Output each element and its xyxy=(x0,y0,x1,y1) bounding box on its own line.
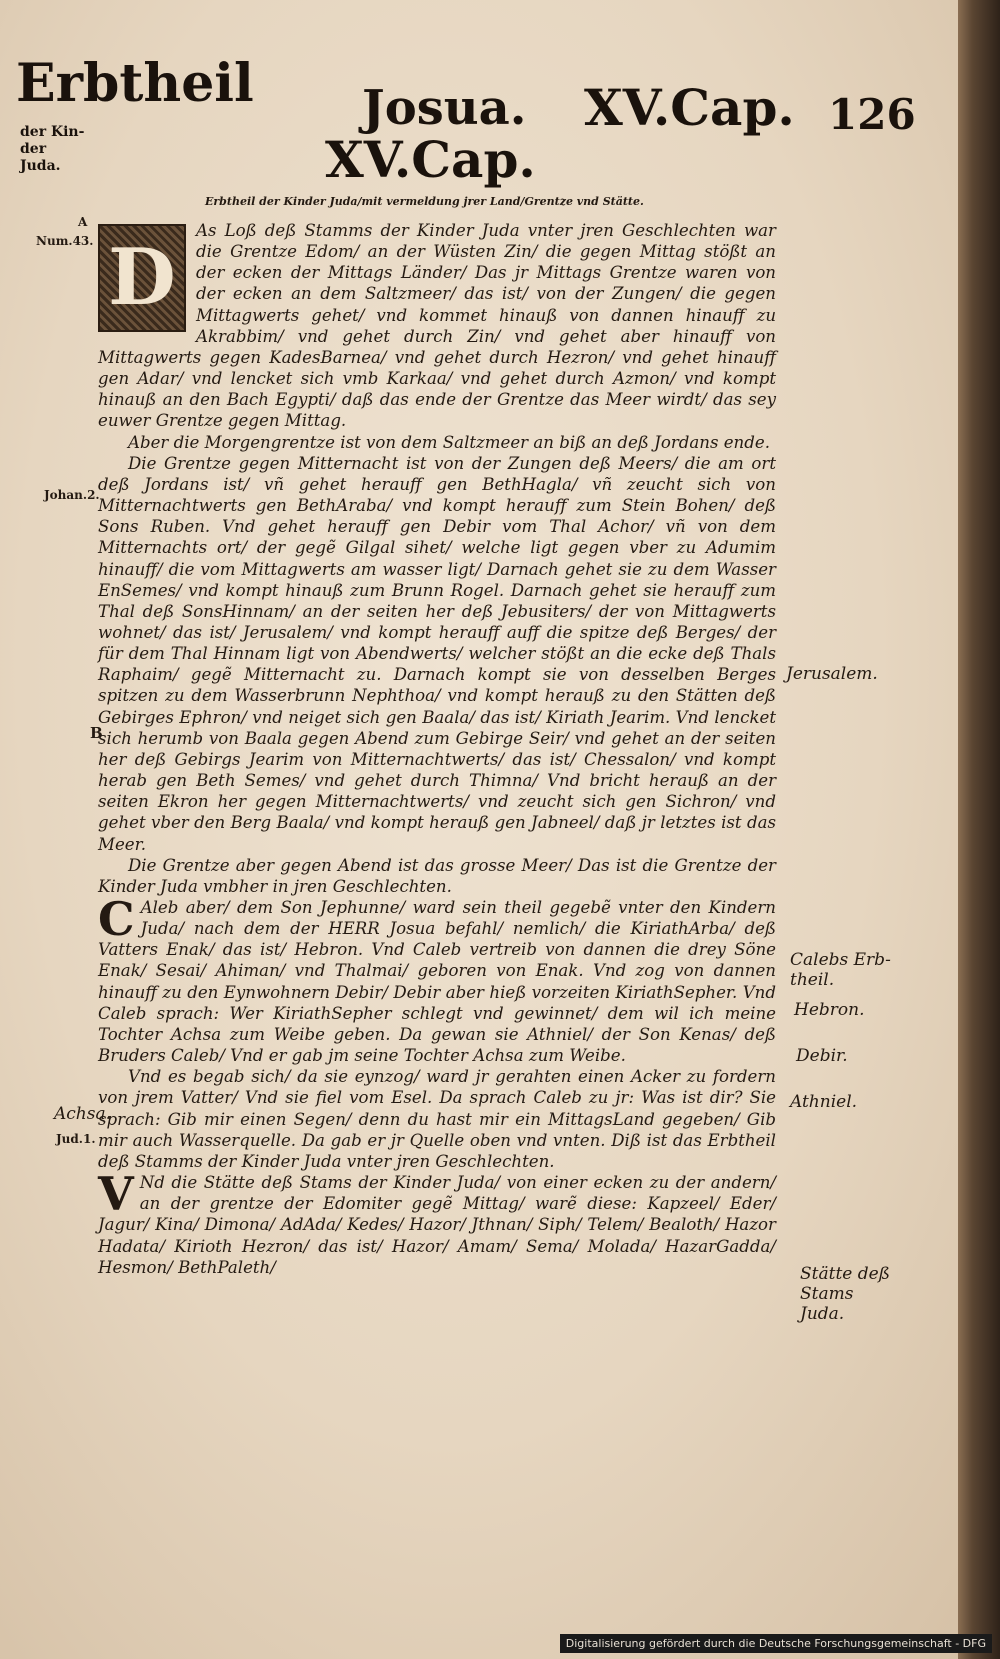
paragraph-6: Vnd es begab sich/ da sie eynzog/ ward jr gerahten einen Acker zu fordern von jrem Vatter/ Vnd sie fiel vom Esel. Da sprach Caleb zu jr: Was ist dir? Sie sprach: Gib mir einen Segen/ denn du hast mir ein MittagsLand gegeben/ Gib mir auch Wasserquelle. Da gab er jr Quelle oben vnd vnten. Diß ist das Erbtheil deß Stamms der Kinder Juda vnter jren Geschlechten. xyxy=(98,1067,776,1171)
margin-note-num: Num.43. xyxy=(36,234,94,248)
decorated-initial: D xyxy=(98,224,186,332)
margin-note-jud: Jud.1. xyxy=(56,1132,96,1146)
running-head-book: Josua. xyxy=(362,80,527,136)
paragraph-2: Aber die Morgengrentze ist von dem Saltzmeer an biß an deß Jordans ende. xyxy=(128,432,770,452)
paragraph-1: D As Loß deß Stamms der Kinder Juda vnter jren Geschlechten war die Grentze Edom/ an der Wüsten Zin/ die gegen Mittag stößt an der ecken der Mittags Länder/ Das jr Mittags Grentze waren von der ecken an dem Saltzmeer/ das ist/ von der Zungen/ die gegen Mittagwerts gehet/ vnd kommet hinauß von dannen hinauff zu Akrabbim/ vnd gehet durch Zin/ vnd gehet aber hinauff von Mittagwerts gegen KadesBarnea/ vnd gehet durch Hezron/ vnd gehet hinauff gen Adar/ vnd lencket sich vmb Karkaa/ vnd gehet durch Azmon/ vnd kompt hinauß an den Bach Egypti/ daß das ende der Grentze das Meer wirdt/ das sey euwer Grentze gegen Mittag. xyxy=(98,221,776,431)
decorated-initial-2: V xyxy=(98,1167,134,1222)
main-text xyxy=(98,220,776,1278)
margin-note-jerusalem: Jerusalem. xyxy=(786,664,878,684)
margin-note-athniel: Athniel. xyxy=(790,1092,858,1112)
margin-note-hebron: Hebron. xyxy=(794,1000,865,1020)
running-head-left-sub: der Kin-der Juda. xyxy=(20,124,85,174)
paragraph-7: V Nd die Stätte deß Stams der Kinder Juda/ von einer ecken zu der andern/ an der grentze der Edomiter gegẽ Mittag/ warẽ diese: Kapzeel/ Eder/ Jagur/ Kina/ Dimona/ AdAda/ Kedes/ Hazor/ Jthnan/ Siph/ Telem/ Bealoth/ Hazor Hadata/ Kirioth Hezron/ das ist/ Hazor/ Amam/ Sema/ Molada/ HazarGadda/ Hesmon/ BethPaleth/ xyxy=(98,1167,776,1277)
running-head-chapter: XV.Cap. xyxy=(584,78,795,137)
margin-note-staette: Stätte deß Stams Juda. xyxy=(800,1264,891,1324)
margin-note-johan: Johan.2. xyxy=(44,488,100,502)
chapter-summary: Erbtheil der Kinder Juda/mit vermeldung jrer Land/Grentze vnd Stätte. xyxy=(205,195,644,208)
page-edge xyxy=(958,0,1000,1659)
margin-note-a: A xyxy=(78,215,88,229)
paragraph-5: C Aleb aber/ dem Son Jephunne/ ward sein theil gegebẽ vnter den Kindern Juda/ nach dem der HERR Josua befahl/ nemlich/ die KiriathArba/ deß Vatters Enak/ das ist/ Hebron. Vnd Caleb vertreib von dannen die drey Söne Enak/ Sesai/ Ahiman/ vnd Thalmai/ geboren von Enak. Vnd zog von dannen hinauff zu den Eynwohnern Debir/ Debir aber hieß vorzeiten KiriathSepher. Vnd Caleb sprach: Wer KiriathSepher schlegt vnd gewinnet/ dem wil ich meine Tochter Achsa zum Weibe geben. Da gewan sie Athniel/ der Son Kenas/ deß Bruders Caleb/ Vnd er gab jm seine Tochter Achsa zum Weibe. xyxy=(98,892,776,1066)
chapter-heading: XV.Cap. xyxy=(325,130,536,189)
margin-note-debir: Debir. xyxy=(796,1046,848,1066)
page-number: 126 xyxy=(828,90,916,139)
paragraph-3: Die Grentze gegen Mitternacht ist von der Zungen deß Meers/ die am ort deß Jordans ist/ vñ gehet herauff gen BethHagla/ vñ zeucht sich von Mitternachtwerts gen BethAraba/ vnd kompt herauff zum Stein Bohen/ deß Sons Ruben. Vnd gehet herauff gen Debir vom Thal Achor/ vñ von dem Mitternachts ort/ der gegẽ Gilgal sihet/ welche ligt gegen vber zu Adumim hinauff/ die vom Mittagwerts am wasser ligt/ Darnach gehet sie zu dem Wasser EnSemes/ vnd kompt hinauß zum Brunn Rogel. Darnach gehet sie herauff zum Thal deß SonsHinnam/ an der seiten her deß Jebusiters/ der von Mittagwerts wohnet/ das ist/ Jerusalem/ vnd kompt herauff auff die spitze deß Berges/ der für dem Thal Hinnam ligt von Abendwerts/ welcher stößt an die ecke deß Thals Raphaim/ gegẽ Mitternacht zu. Darnach kompt sie von desselben Berges spitzen zu dem Wasserbrunn Nephthoa/ vnd kompt herauß zu den Stätten deß Gebirges Ephron/ vnd neiget sich gen Baala/ das ist/ Kiriath Jearim. Vnd lencket sich herumb von Baala gegen Abend zum Gebirge Seir/ vnd gehet an der seiten her deß Gebirgs Jearim von Mitternachtwerts/ das ist/ Chessalon/ vnd kompt herab gen Beth Semes/ vnd gehet durch Thimna/ Vnd bricht herauß an der seiten Ekron her gegen Mitternachtwerts/ vnd zeucht sich gen Sichron/ vnd gehet vber den Berg Baala/ vnd kompt herauß gen Jabneel/ daß jr letztes ist das Meer. xyxy=(98,453,776,854)
margin-note-b: B xyxy=(90,724,103,742)
margin-note-achsa: Achsa. xyxy=(54,1104,112,1124)
running-head-left: Erbtheil xyxy=(16,53,254,114)
paragraph-4: Die Grentze aber gegen Abend ist das grosse Meer/ Das ist die Grentze der Kinder Juda vmbher in jren Geschlechten. xyxy=(98,855,776,896)
margin-note-calebs-erbtheil: Calebs Erb-theil. xyxy=(790,950,891,990)
digitization-credit: Digitalisierung gefördert durch die Deutsche Forschungsgemeinschaft - DFG xyxy=(560,1634,992,1653)
